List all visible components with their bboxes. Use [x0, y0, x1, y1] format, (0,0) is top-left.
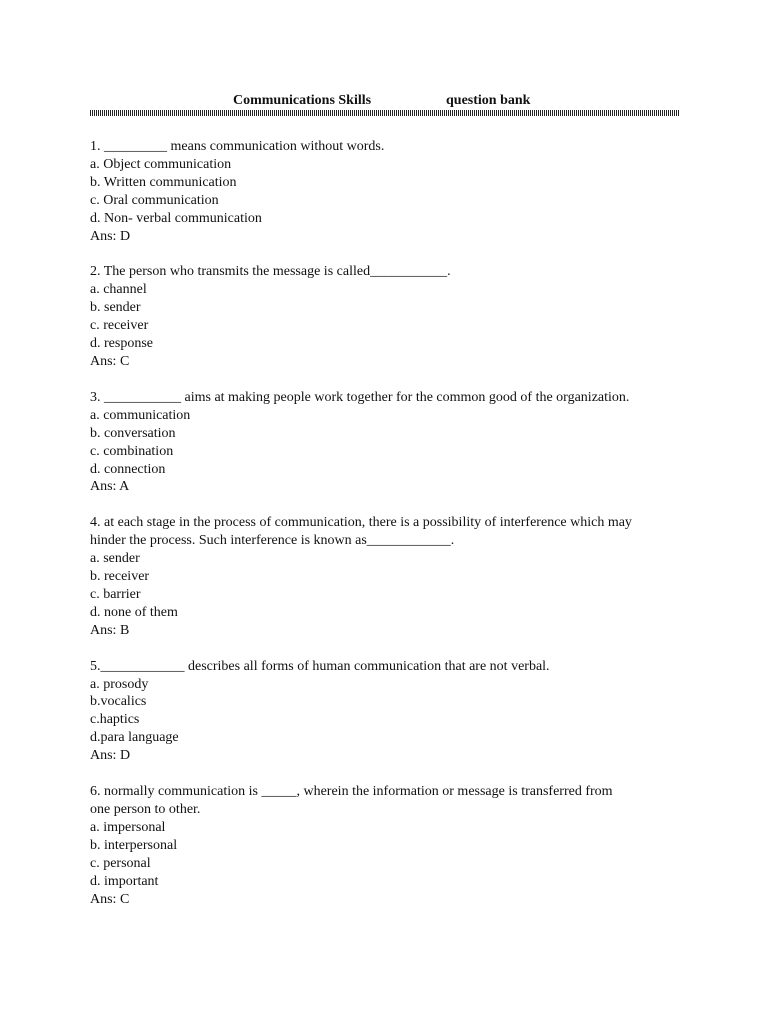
option-b: b. receiver: [90, 569, 150, 585]
question-6: [90, 783, 690, 908]
option-d: d. response: [90, 336, 153, 352]
document-title: Communications Skills: [233, 93, 372, 108]
option-b: b. Written communication: [90, 174, 237, 190]
answer: Ans: C: [90, 891, 130, 907]
question-text: 3. ___________ aims at making people work together for the common good of the organization.: [90, 389, 630, 405]
question-5: [90, 658, 690, 765]
option-c: c. Oral communication: [90, 192, 219, 208]
answer: Ans: D: [90, 228, 131, 244]
option-b: b. interpersonal: [90, 837, 178, 853]
answer: Ans: D: [90, 748, 131, 764]
option-c: c. personal: [90, 855, 151, 871]
question-text: 1. _________ means communication without words.: [90, 139, 385, 154]
option-a: a. impersonal: [90, 819, 166, 835]
option-c: c.haptics: [90, 712, 140, 728]
question-text: 2. The person who transmits the message is called___________.: [90, 264, 451, 280]
option-c: c. receiver: [90, 318, 149, 334]
question-4: [90, 514, 690, 639]
option-d: d. none of them: [90, 604, 178, 620]
question-text: 5.____________ describes all forms of human communication that are not verbal.: [90, 658, 550, 674]
option-b: b.vocalics: [90, 694, 147, 710]
question-text-continued: hinder the process. Such interference is known as____________.: [90, 533, 455, 549]
option-c: c. combination: [90, 443, 174, 459]
document-subtitle: question bank: [446, 93, 531, 108]
answer: Ans: C: [90, 353, 130, 369]
option-a: a. Object communication: [90, 156, 232, 172]
option-d: d. connection: [90, 461, 166, 477]
option-d: d. Non- verbal communication: [90, 210, 262, 226]
question-text: 6. normally communication is _____, wherein the information or message is transferred from: [90, 784, 613, 800]
option-d: d.para language: [90, 730, 179, 746]
question-1: [90, 138, 690, 245]
question-2: [90, 263, 690, 370]
option-c: c. barrier: [90, 586, 141, 602]
question-list: [90, 138, 690, 926]
question-3: [90, 389, 690, 496]
option-a: a. channel: [90, 282, 147, 298]
answer: Ans: A: [90, 479, 130, 495]
option-b: b. sender: [90, 300, 141, 316]
question-text: 4. at each stage in the process of communication, there is a possibility of interference which may: [90, 515, 632, 531]
question-text-continued: one person to other.: [90, 802, 201, 817]
option-a: a. prosody: [90, 676, 149, 692]
option-a: a. sender: [90, 551, 140, 567]
option-d: d. important: [90, 873, 159, 889]
option-b: b. conversation: [90, 425, 176, 441]
header-rule: [90, 110, 680, 116]
option-a: a. communication: [90, 407, 191, 423]
answer: Ans: B: [90, 622, 130, 638]
